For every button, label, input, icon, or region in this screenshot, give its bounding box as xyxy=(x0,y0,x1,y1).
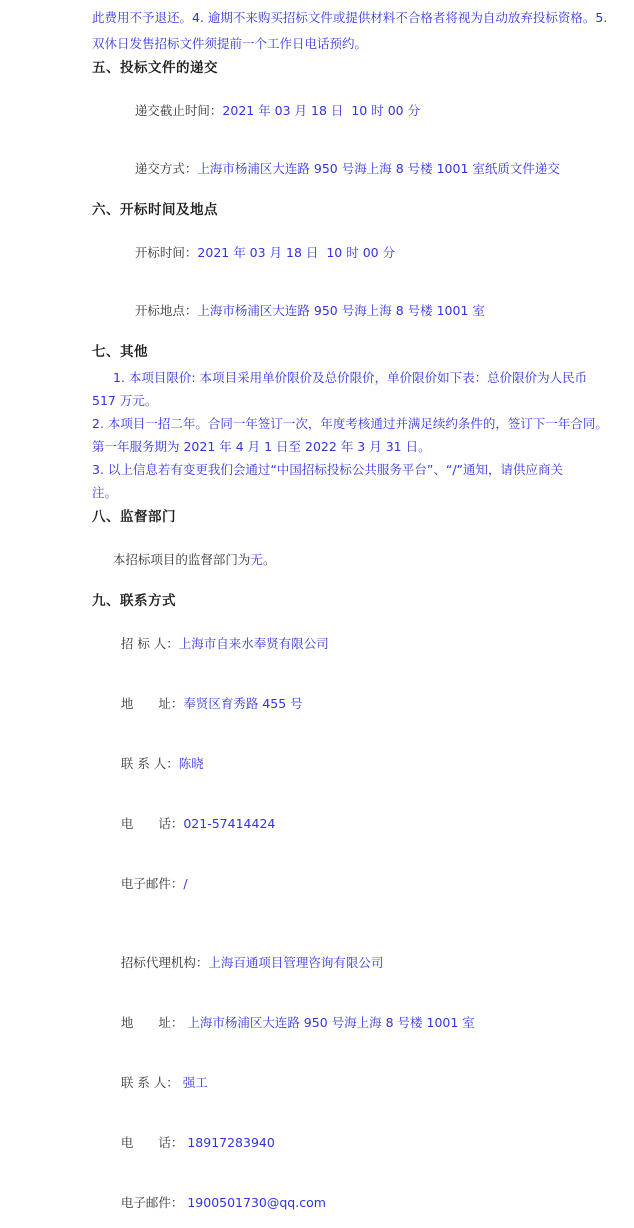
field-label-bidder-email: 电子邮件： xyxy=(120,876,184,891)
field-row-bidder-name xyxy=(97,618,598,669)
field-value-agency-phone: 18917283940 xyxy=(183,1135,275,1150)
other-paragraph-1-line-1: 1. 本项目限价: 本项目采用单价限价及总价限价，单价限价如下表：总价限价为人民币 xyxy=(113,370,588,385)
field-value-bidder-address: 奉贤区育秀路 455 号 xyxy=(183,696,303,711)
field-row-agency-name xyxy=(97,937,598,988)
field-label-agency-phone: 电 话： xyxy=(120,1135,184,1150)
field-row-deadline xyxy=(119,85,598,136)
field-label-opening-time: 开标时间： xyxy=(134,245,198,260)
field-label-deadline: 递交截止时间： xyxy=(134,103,223,118)
other-paragraph-3-line-2: 注。 xyxy=(92,485,118,500)
intro-paragraph-line-2: 双休日发售招标文件须提前一个工作日电话预约。 xyxy=(92,36,368,51)
intro-paragraph-line-1: 此费用不予退还。4. 逾期不来购买招标文件或提供材料不合格者将视为自动放弃投标资格。5. xyxy=(92,10,608,25)
field-row-agency-address xyxy=(97,997,598,1048)
field-value-bidder-email: / xyxy=(183,876,188,891)
field-value-delivery-method: 上海市杨浦区大连路 950 号海上海 8 号楼 1001 室纸质文件递交 xyxy=(197,161,560,176)
section-heading-opening: 六、开标时间及地点 xyxy=(92,202,218,218)
field-label-agency-address: 地 址： xyxy=(120,1015,184,1030)
field-row-delivery-method xyxy=(119,143,598,194)
other-paragraph-2-line-2: 第一年服务期为 2021 年 4 月 1 日至 2022 年 3 月 31 日。 xyxy=(92,439,431,454)
bidder-contact-block xyxy=(92,618,598,909)
field-row-agency-contact-person xyxy=(97,1057,598,1108)
field-label-bidder-phone: 电 话： xyxy=(120,816,184,831)
field-label-agency-email: 电子邮件： xyxy=(120,1195,184,1210)
section-heading-contact: 九、联系方式 xyxy=(92,593,176,609)
field-value-bidder-name: 上海市自来水奉贤有限公司 xyxy=(178,636,329,651)
field-label-bidder-name: 招 标 人： xyxy=(120,636,179,651)
other-paragraph-1-line-2: 517 万元。 xyxy=(92,393,158,408)
field-value-opening-time: 2021 年 03 月 18 日 10 时 00 分 xyxy=(197,245,396,260)
field-value-bidder-contact-person: 陈晓 xyxy=(178,756,204,771)
field-value-opening-place: 上海市杨浦区大连路 950 号海上海 8 号楼 1001 室 xyxy=(197,303,485,318)
supervision-suffix: 。 xyxy=(262,552,276,567)
supervision-prefix: 本招标项目的监督部门为 xyxy=(112,552,251,567)
agency-contact-block xyxy=(92,937,598,1228)
field-value-agency-contact-person: 强工 xyxy=(178,1075,208,1090)
field-row-agency-email xyxy=(97,1177,598,1228)
field-label-opening-place: 开标地点： xyxy=(134,303,198,318)
field-label-bidder-contact-person: 联 系 人： xyxy=(120,756,179,771)
field-value-agency-address: 上海市杨浦区大连路 950 号海上海 8 号楼 1001 室 xyxy=(183,1015,475,1030)
field-row-opening-place xyxy=(119,285,598,336)
field-row-opening-time xyxy=(119,227,598,278)
field-row-bidder-phone xyxy=(97,798,598,849)
field-row-bidder-email xyxy=(97,858,598,909)
field-row-bidder-contact-person xyxy=(97,738,598,789)
field-label-agency-contact-person: 联 系 人： xyxy=(120,1075,179,1090)
other-paragraph-2-line-1: 2. 本项目一招二年。合同一年签订一次，年度考核通过并满足续约条件的，签订下一年合同。 xyxy=(92,416,608,431)
field-label-delivery-method: 递交方式： xyxy=(134,161,198,176)
field-label-bidder-address: 地 址： xyxy=(120,696,184,711)
section-heading-supervision: 八、监督部门 xyxy=(92,509,176,525)
section-heading-submission: 五、投标文件的递交 xyxy=(92,60,218,76)
field-row-bidder-address xyxy=(97,678,598,729)
supervision-value: 无 xyxy=(250,552,263,567)
field-value-agency-name: 上海百通项目管理咨询有限公司 xyxy=(208,955,384,970)
supervision-statement xyxy=(97,534,598,585)
field-value-bidder-phone: 021-57414424 xyxy=(183,816,276,831)
field-row-agency-phone xyxy=(97,1117,598,1168)
field-value-agency-email: 1900501730@qq.com xyxy=(183,1195,326,1210)
field-value-deadline: 2021 年 03 月 18 日 10 时 00 分 xyxy=(222,103,421,118)
section-heading-other: 七、其他 xyxy=(92,344,148,360)
field-label-agency-name: 招标代理机构： xyxy=(120,955,209,970)
other-paragraph-3-line-1: 3. 以上信息若有变更我们会通过“中国招标投标公共服务平台”、“/”通知，请供应商关 xyxy=(92,462,564,477)
